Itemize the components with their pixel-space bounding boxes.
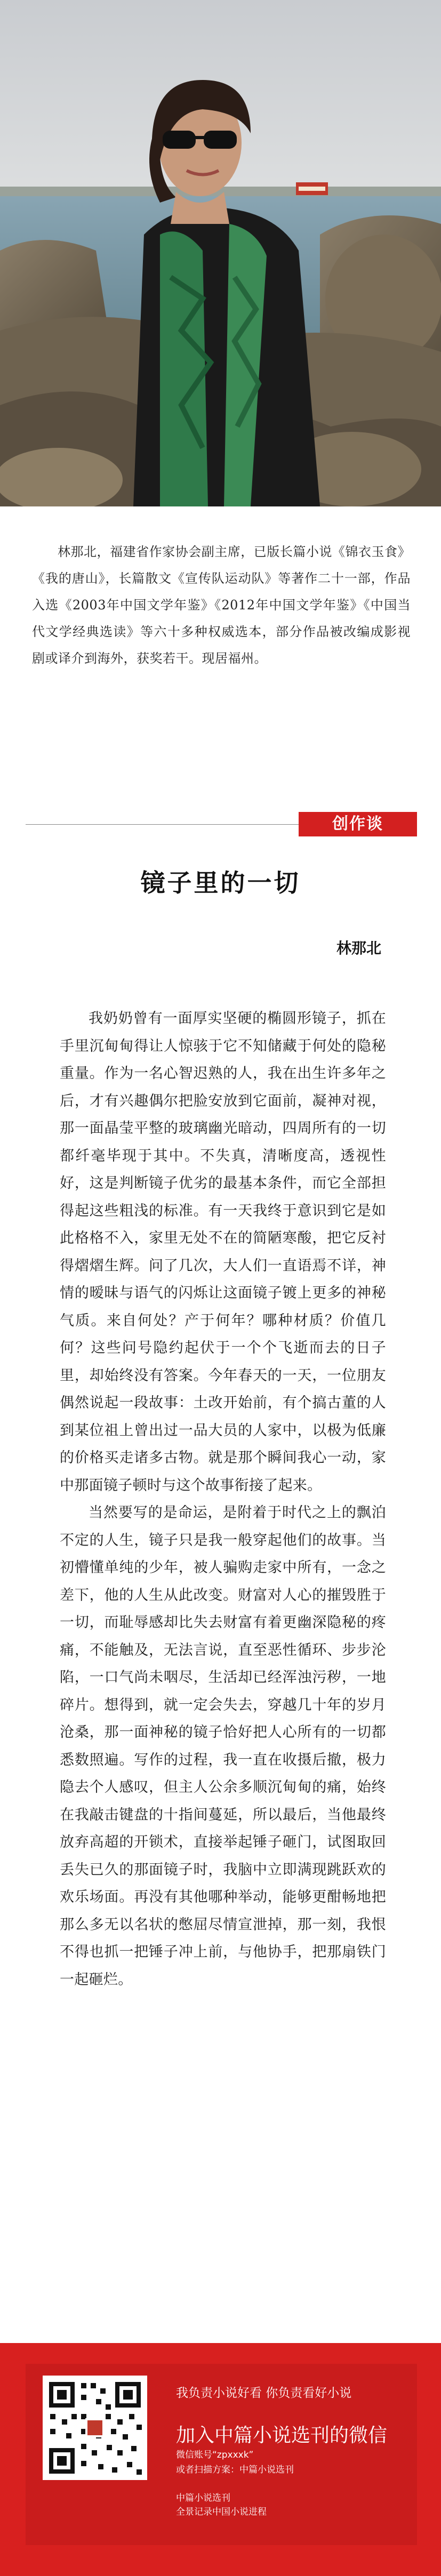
author-portrait-photo [0, 0, 441, 506]
promo-slogan: 我负责小说好看 你负责看好小说 [176, 2386, 352, 2400]
promo-wechat-account: 微信账号“zpxxxk” [176, 2450, 254, 2460]
author-bio: 林那北，福建省作家协会副主席，已版长篇小说《锦衣玉食》《我的唐山》，长篇散文《宣传队运动队》等著作二十一部，作品入选《2003年中国文学年鉴》《2012年中国文学年鉴》《中国当代文学经典选读》等六十多种权威选本，部分作品被改编成影视剧或译介到海外，获奖若干。现居福州。 [32, 544, 411, 666]
article-paragraph: 当然要写的是命运，是附着于时代之上的飘泊不定的人生，镜子只是我一般穿起他们的故事。当初懵懂单纯的少年，被人骗购走家中所有，一念之差下，他的人生从此改变。财富对人心的摧毁胜于一切，而耻辱感却比失去财富有着更幽深隐秘的疼痛，不能触及，无法言说，直至恶性循环、步步沦陷，一口气尚未咽尽，生活却已经浑浊污秽，一地碎片。想得到，就一定会失去，穿越几十年的岁月沧桑，那一面神秘的镜子恰好把人心所有的一切都悉数照遍。写作的过程，我一直在收摄后撤，极力隐去个人感叹，但主人公余多顺沉甸甸的痛，始终在我敲击键盘的十指间蔓延，所以最后，当他最终放弃高超的开锁术，直接举起锤子砸门，试图取回丢失已久的那面镜子时，我脑中立即满现跳跃欢的欢乐场面。再没有其他哪种举动，能够更酣畅地把那么多无以名状的憋屈尽情宣泄掉，那一刻，我恨不得也抓一把锤子冲上前，与他协手，把那扇铁门一起砸烂。 [60, 1504, 386, 1988]
promo-publication-name: 中篇小说选刊 [176, 2493, 230, 2503]
section-tag: 创作谈 [299, 812, 417, 836]
article-paragraph: 我奶奶曾有一面厚实坚硬的椭圆形镜子，抓在手里沉甸甸得让人惊骇于它不知储藏于何处的隐秘重量。作为一名心智迟熟的人，我在出生许多年之后，才有兴趣偶尔把脸安放到它面前，凝神对视，那一面晶莹平整的玻璃幽光暗动，四周所有的一切都纤毫毕现于其中。不失真，清晰度高，透视性好，这是判断镜子优劣的最基本条件，而它全部担得起这些粗浅的标准。有一天我终于意识到它是如此格格不入，家里无处不在的简陋寒酸，把它反衬得熠熠生辉。问了几次，大人们一直语焉不详，神情的暧昧与语气的闪烁让这面镜子镀上更多的神秘气质。来自何处？产于何年？哪种材质？价值几何？这些问号隐约起伏于一个个飞逝而去的日子里，却始终没有答案。今年春天的一天，一位朋友偶然说起一段故事：土改开始前，有个搞古董的人到某位祖上曾出过一品大员的人家中，以极为低廉的价格买走诸多古物。就是那个瞬间我心一动，家中那面镜子顿时与这个故事衔接了起来。 [60, 1010, 386, 1494]
article-body [60, 1005, 386, 1993]
article-author: 林那北 [336, 939, 381, 957]
promo-headline: 加入中篇小说选刊的微信 [176, 2425, 388, 2446]
portrait-photo [0, 0, 441, 506]
promo-tagline: 全景记录中国小说进程 [176, 2507, 267, 2517]
article-title: 镜子里的一切 [140, 868, 301, 897]
promo-search-hint: 或者扫描方案：中篇小说选刊 [176, 2465, 294, 2475]
qr-code-icon[interactable] [43, 2376, 147, 2480]
qr-code-graphic [43, 2376, 147, 2480]
